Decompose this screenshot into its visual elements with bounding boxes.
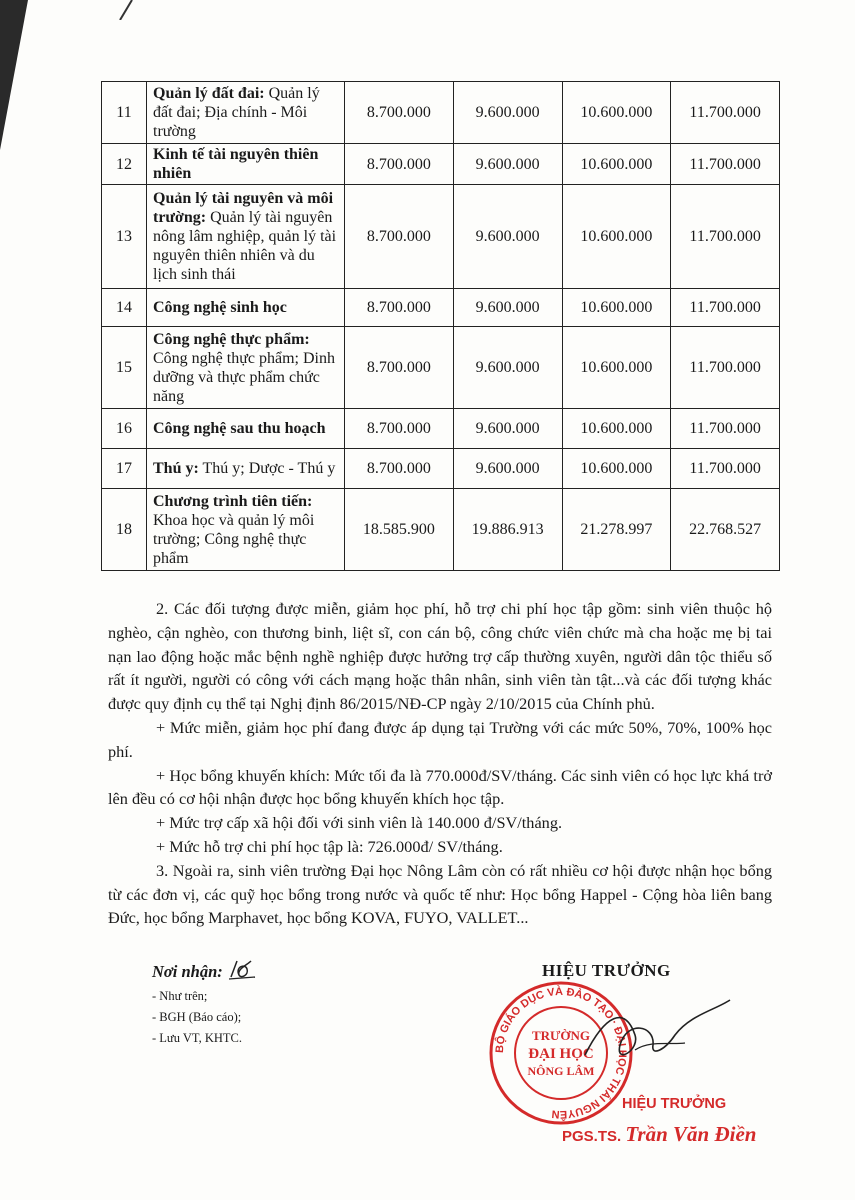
program-name <box>147 327 345 409</box>
fee-year-1: 8.700.000 <box>345 409 454 449</box>
program-detail: Quản lý đất đai; Địa chính - Môi trường <box>153 85 320 140</box>
stamp-signer-name <box>562 1122 756 1147</box>
program-title: Công nghệ thực phẩm: <box>153 330 310 348</box>
program-detail: Thú y; Dược - Thú y <box>198 460 336 477</box>
fee-year-3: 10.600.000 <box>562 289 671 327</box>
handwritten-number-mark <box>227 959 257 981</box>
svg-text:ĐẠI HỌC: ĐẠI HỌC <box>528 1046 594 1062</box>
row-number: 12 <box>102 144 147 185</box>
fee-year-2: 9.600.000 <box>453 185 562 289</box>
program-title: Quản lý đất đai: <box>153 85 265 102</box>
paragraph-exemptions: 2. Các đối tượng được miễn, giảm học phí, hỗ trợ chi phí học tập gồm: sinh viên thuộc hộ nghèo, cận nghèo, con thương binh, liệt sĩ, con cán bộ, công chức viên chức mà cha hoặc mẹ bị tai nạn lao động hoặc mắc bệnh nghề nghiệp được hưởng trợ cấp thường xuyên, người dân tộc thiểu số rất ít người, người có công với cách mạng hoặc thân nhân, sinh viên tàn tật...và các đối tượng khác được quy định cụ thể tại Nghị định 86/2015/NĐ-CP ngày 2/10/2015 của Chính phủ. <box>108 599 772 714</box>
fee-year-1: 8.700.000 <box>345 144 454 185</box>
fee-year-4: 11.700.000 <box>671 82 780 144</box>
program-title: Kinh tế tài nguyên thiên nhiên <box>153 146 319 182</box>
program-detail: Quản lý tài nguyên nông lâm nghiệp, quản lý tài nguyên thiên nhiên và du lịch sinh thái <box>153 209 337 283</box>
recipients-list <box>152 986 257 1049</box>
fee-year-2: 9.600.000 <box>453 449 562 489</box>
scan-edge-artifact <box>118 0 138 20</box>
recipients-block <box>152 959 257 1049</box>
program-name <box>147 489 345 571</box>
fee-year-1: 18.585.900 <box>345 489 454 571</box>
program-title: Công nghệ sau thu hoạch <box>153 420 326 437</box>
svg-text:BỘ GIÁO DỤC VÀ ĐÀO TẠO · ĐẠI H: BỘ GIÁO DỤC VÀ ĐÀO TẠO · ĐẠI HỌC THÁI NGUYÊN <box>493 985 629 1121</box>
fee-year-3: 21.278.997 <box>562 489 671 571</box>
row-number: 11 <box>102 82 147 144</box>
fee-year-4: 11.700.000 <box>671 449 780 489</box>
fee-year-2: 9.600.000 <box>453 144 562 185</box>
svg-text:TRƯỜNG: TRƯỜNG <box>531 1028 591 1043</box>
row-number: 13 <box>102 185 147 289</box>
program-title: Quản lý tài nguyên và môi trường: <box>153 190 334 226</box>
stamp-signer-fullname: Trần Văn Điền <box>625 1122 757 1146</box>
table-row <box>102 185 780 289</box>
body-text <box>108 597 772 930</box>
program-name <box>147 289 345 327</box>
fee-year-4: 11.700.000 <box>671 289 780 327</box>
paragraph-other-scholarships: 3. Ngoài ra, sinh viên trường Đại học Nông Lâm còn có rất nhiều cơ hội được nhận học bổng từ các đơn vị, các quỹ học bổng trong nước và quốc tế như: Học bổng Happel - Cộng hòa liên bang Đức, học bổng Marphavet, học bổng KOVA, FUYO, VALLET... <box>108 860 772 928</box>
recipient-item: - BGH (Báo cáo); <box>152 1010 242 1024</box>
bullet-fee-reduction: + Mức miễn, giảm học phí đang được áp dụng tại Trường với các mức 50%, 70%, 100% học phí. <box>108 717 772 761</box>
fee-year-1: 8.700.000 <box>345 289 454 327</box>
row-number: 18 <box>102 489 147 571</box>
fee-year-3: 10.600.000 <box>562 82 671 144</box>
table-row <box>102 409 780 449</box>
fee-year-2: 19.886.913 <box>453 489 562 571</box>
fee-year-3: 10.600.000 <box>562 185 671 289</box>
bullet-social-allowance: + Mức trợ cấp xã hội đối với sinh viên là 140.000 đ/SV/tháng. <box>156 813 563 833</box>
handwritten-signature <box>575 995 735 1075</box>
fee-year-2: 9.600.000 <box>453 409 562 449</box>
fee-year-1: 8.700.000 <box>345 185 454 289</box>
fee-year-3: 10.600.000 <box>562 449 671 489</box>
table-row <box>102 489 780 571</box>
program-title: Chương trình tiên tiến: <box>153 492 313 510</box>
row-number: 14 <box>102 289 147 327</box>
fee-year-1: 8.700.000 <box>345 449 454 489</box>
table-row <box>102 327 780 409</box>
fee-year-2: 9.600.000 <box>453 289 562 327</box>
bullet-cost-support: + Mức hỗ trợ chi phí học tập là: 726.000đ/ SV/tháng. <box>156 836 503 856</box>
fee-year-4: 22.768.527 <box>671 489 780 571</box>
fee-year-2: 9.600.000 <box>453 82 562 144</box>
tuition-fee-table <box>101 81 780 571</box>
table-row <box>102 449 780 489</box>
recipients-title: Nơi nhận: <box>152 962 223 981</box>
fee-year-4: 11.700.000 <box>671 185 780 289</box>
fee-year-1: 8.700.000 <box>345 82 454 144</box>
row-number: 16 <box>102 409 147 449</box>
recipient-item: - Lưu VT, KHTC. <box>152 1031 242 1045</box>
bullet-scholarship: + Học bổng khuyến khích: Mức tối đa là 770.000đ/SV/tháng. Các sinh viên có học lực khá trở lên đều có cơ hội nhận được học bổng khuyến khích học tập. <box>108 765 772 809</box>
fee-year-4: 11.700.000 <box>671 409 780 449</box>
row-number: 17 <box>102 449 147 489</box>
program-detail: Khoa học và quản lý môi trường; Công nghệ thực phẩm <box>153 511 315 567</box>
scan-corner-artifact <box>0 0 40 150</box>
table-row <box>102 82 780 144</box>
svg-text:NÔNG LÂM: NÔNG LÂM <box>527 1064 595 1078</box>
table-row <box>102 289 780 327</box>
program-detail: Công nghệ thực phẩm; Dinh dưỡng và thực phẩm chức năng <box>153 349 335 405</box>
row-number: 15 <box>102 327 147 409</box>
fee-year-2: 9.600.000 <box>453 327 562 409</box>
program-name <box>147 82 345 144</box>
program-title: Thú y: <box>153 460 199 477</box>
program-name <box>147 185 345 289</box>
program-title: Công nghệ sinh học <box>153 299 287 316</box>
fee-year-3: 10.600.000 <box>562 327 671 409</box>
program-name <box>147 409 345 449</box>
table-row <box>102 144 780 185</box>
fee-year-3: 10.600.000 <box>562 144 671 185</box>
signer-title: HIỆU TRƯỞNG <box>542 961 671 980</box>
recipient-item: - Như trên; <box>152 989 208 1003</box>
fee-year-3: 10.600.000 <box>562 409 671 449</box>
program-name <box>147 144 345 185</box>
stamp-signer-prefix: PGS.TS. <box>562 1128 622 1145</box>
program-name <box>147 449 345 489</box>
fee-year-4: 11.700.000 <box>671 327 780 409</box>
stamp-signer-title: HIỆU TRƯỞNG <box>622 1096 727 1112</box>
fee-year-4: 11.700.000 <box>671 144 780 185</box>
fee-year-1: 8.700.000 <box>345 327 454 409</box>
